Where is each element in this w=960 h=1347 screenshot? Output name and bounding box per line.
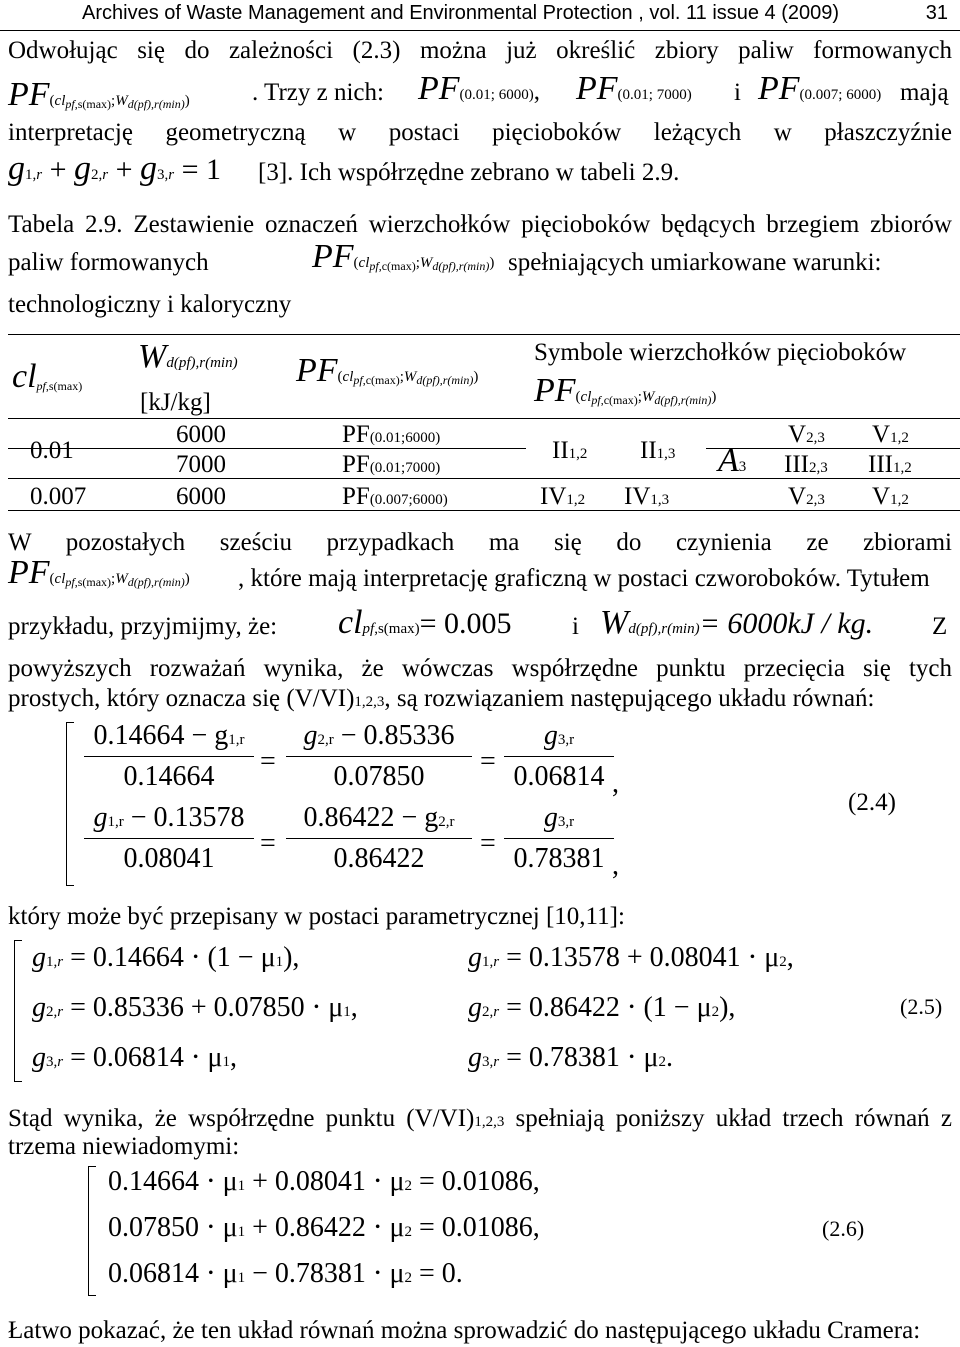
- page-number: 31: [925, 2, 948, 24]
- caption-pf: PF(clpf,c(max);Wd(pf),r(min)): [312, 238, 495, 275]
- para2-line2-tail: , które mają interpretację graficzną w postaci czworoboków. Tytułem: [238, 565, 930, 592]
- para1-three: . Trzy z nich:: [252, 79, 384, 106]
- table-cell: PF(0.01;7000): [342, 451, 441, 478]
- table-cell: 7000: [176, 451, 226, 478]
- table-cell: II1,2: [552, 437, 588, 464]
- th-unit: [kJ/kg]: [140, 389, 211, 416]
- table-cell: V2,3: [788, 483, 825, 510]
- cl-value: clpf,s(max)= 0.005: [338, 604, 512, 641]
- eq-label-2-4: (2.4): [848, 789, 896, 816]
- table-cell: IV1,2: [540, 483, 586, 510]
- table-cell: 0.01: [30, 437, 74, 464]
- table-cell: III1,2: [868, 451, 912, 478]
- pf3: PF(0.007; 6000): [758, 70, 882, 107]
- para4-line1: Stąd wynika, że współrzędne punktu (V/VI)1,2,3 spełniają poniższy układ trzech równań z: [8, 1105, 952, 1132]
- table-cell: V2,3: [788, 421, 825, 448]
- table-cell: III2,3: [784, 451, 828, 478]
- th-cl: clpf,s(max): [12, 358, 83, 395]
- caption-paliw: paliw formowanych: [8, 249, 209, 276]
- maja: mają: [900, 79, 949, 106]
- para1-tail: [3]. Ich współrzędne zebrano w tabeli 2.9.: [258, 159, 680, 186]
- para2-line4: powyższych rozważań wynika, że wówczas współrzędne punktu przecięcia się tych: [8, 655, 952, 682]
- table-cell: A3: [718, 442, 747, 479]
- th-vertex-header: Symbole wierzchołków pięcioboków: [534, 339, 907, 366]
- para5: Łatwo pokazać, że ten układ równań można sprowadzić do następującego układu Cramera:: [8, 1317, 921, 1344]
- para4-line2: trzema niewiadomymi:: [8, 1133, 240, 1160]
- pf2: PF(0.01; 7000): [576, 70, 692, 107]
- pf1: PF(0.01; 6000),: [418, 70, 540, 107]
- table-cell: IV1,3: [624, 483, 670, 510]
- table-cell: 0.007: [30, 483, 87, 510]
- plane-equation: g1,r + g2,r + g3,r = 1: [8, 150, 222, 187]
- para2-line5: prostych, który oznacza się (V/VI)1,2,3, są rozwiązaniem następującego układu równań:: [8, 685, 875, 712]
- eq-label-2-6: (2.6): [822, 1216, 865, 1241]
- table-cell: PF(0.007;6000): [342, 483, 448, 510]
- conj-i: i: [734, 79, 741, 106]
- caption-line2-tail: spełniających umiarkowane warunki:: [508, 249, 882, 276]
- caption-line1: Tabela 2.9. Zestawienie oznaczeń wierzchołków pięcioboków będących brzegiem zbiorów: [8, 211, 952, 238]
- th-pf-b: PF(clpf,c(max);Wd(pf),r(min)): [534, 372, 717, 409]
- para2-przykladu: przykładu, przyjmijmy, że:: [8, 613, 278, 640]
- table-cell: 6000: [176, 483, 226, 510]
- journal-title: Archives of Waste Management and Environmental Protection , vol. 11 issue 4 (2009): [82, 2, 840, 24]
- para3: który może być przepisany w postaci parametrycznej [10,11]:: [8, 903, 625, 930]
- eq-label-2-5: (2.5): [900, 994, 943, 1019]
- para2-line1: W pozostałych sześciu przypadkach ma się do czynienia ze zbiorami: [8, 529, 952, 556]
- table-cell: 6000: [176, 421, 226, 448]
- th-pf: PF(clpf,c(max);Wd(pf),r(min)): [296, 352, 479, 389]
- table-cell: V1,2: [872, 483, 909, 510]
- th-w: Wd(pf),r(min): [138, 338, 238, 375]
- para2-pf: PF(clpf,s(max);Wd(pf),r(min)): [8, 554, 190, 591]
- z: Z: [932, 613, 948, 640]
- table-cell: PF(0.01;6000): [342, 421, 441, 448]
- table-cell: II1,3: [640, 437, 676, 464]
- table-cell: V1,2: [872, 421, 909, 448]
- caption-line3: technologiczny i kaloryczny: [8, 291, 292, 318]
- conj-i: i: [572, 613, 579, 640]
- pf-set-formula: PF(clpf,s(max);Wd(pf),r(min)): [8, 76, 190, 113]
- para1-line1: Odwołując się do zależności (2.3) można już określić zbiory paliw formowanych: [8, 37, 952, 64]
- w-value: Wd(pf),r(min)= 6000kJ / kg.: [600, 604, 874, 641]
- para1-line3: interpretację geometryczną w postaci pięcioboków leżących w płaszczyźnie: [8, 119, 952, 146]
- running-header: [0, 0, 960, 31]
